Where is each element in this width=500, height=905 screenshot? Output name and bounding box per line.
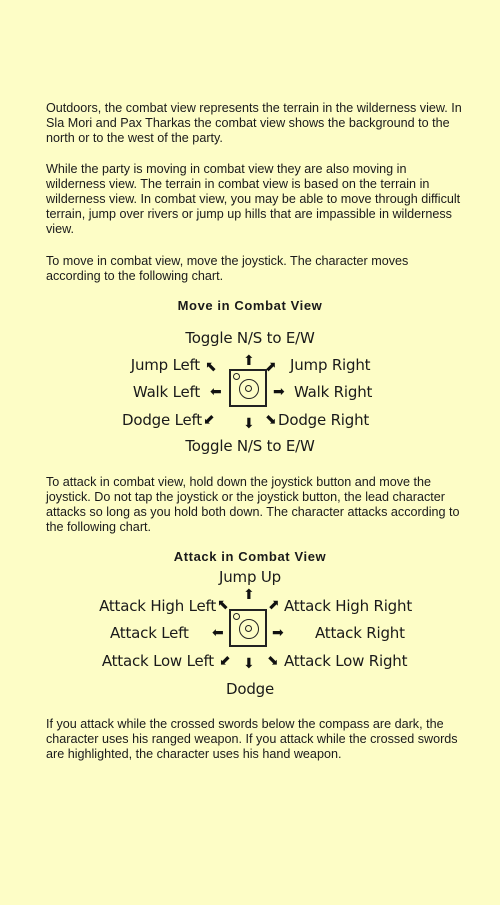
up-arrow-icon: ⬆: [243, 587, 255, 603]
move-chart-bottom-label: Toggle N/S to E/W: [185, 437, 315, 455]
paragraph-crossed-swords: If you attack while the crossed swords below the compass are dark, the character uses his ranged weapon. If you attack while the crossed swords are highlighted, the character uses his hand weapon.: [46, 717, 458, 761]
move-chart-up-right-label: Jump Right: [290, 356, 371, 374]
attack-chart-top-label: Jump Up: [219, 568, 281, 586]
down-left-arrow-icon: ⬋: [219, 653, 231, 669]
left-arrow-icon: ⬅: [210, 384, 222, 400]
down-left-arrow-icon: ⬋: [203, 412, 215, 428]
attack-chart-down-left-label: Attack Low Left: [101, 652, 214, 670]
move-chart-up-left-label: Jump Left: [130, 356, 200, 374]
down-arrow-icon: ⬇: [243, 416, 255, 432]
move-chart-right-label: Walk Right: [294, 383, 373, 401]
down-right-arrow-icon: ⬊: [265, 412, 277, 428]
joystick-icon: [229, 369, 267, 407]
right-arrow-icon: ➡: [273, 384, 285, 400]
up-left-arrow-icon: ⬉: [217, 597, 229, 613]
paragraph-party-moving: While the party is moving in combat view they are also moving in wilderness view. The terrain in combat view is based on the terrain in wilderness view. In combat view, you may be able to move through difficult terrain, jump over rivers or jump up hills that are impassible in wilderness view.: [46, 162, 461, 236]
right-arrow-icon: ➡: [272, 625, 284, 641]
move-chart-left-label: Walk Left: [132, 383, 200, 401]
attack-chart-down-right-label: Attack Low Right: [284, 652, 408, 670]
up-arrow-icon: ⬆: [243, 353, 255, 369]
paragraph-outdoors: Outdoors, the combat view represents the terrain in the wilderness view. In Sla Mori and Pax Tharkas the combat view shows the background to the north or to the west of the party.: [46, 101, 462, 145]
joystick-icon: [229, 609, 267, 647]
attack-chart-left-label: Attack Left: [110, 624, 189, 642]
attack-chart-title: Attack in Combat View: [173, 549, 327, 564]
move-chart-down-right-label: Dodge Right: [278, 411, 370, 429]
up-right-arrow-icon: ⬈: [268, 597, 280, 613]
attack-chart-up-left-label: Attack High Left: [99, 597, 216, 615]
move-chart-top-label: Toggle N/S to E/W: [185, 329, 315, 347]
down-right-arrow-icon: ⬊: [267, 653, 279, 669]
move-chart-title: Move in Combat View: [177, 298, 323, 313]
paragraph-attack-instructions: To attack in combat view, hold down the joystick button and move the joystick. Do not tap the joystick or the joystick button, the lead character attacks so long as you hold both down. The character attacks according to the following chart.: [46, 475, 460, 534]
attack-chart-up-right-label: Attack High Right: [284, 597, 412, 615]
up-right-arrow-icon: ⬈: [265, 359, 277, 375]
attack-chart-bottom-label: Dodge: [226, 680, 274, 698]
up-left-arrow-icon: ⬉: [205, 359, 217, 375]
attack-chart-right-label: Attack Right: [315, 624, 405, 642]
paragraph-move-instructions: To move in combat view, move the joystick. The character moves according to the following chart.: [46, 254, 409, 283]
move-chart-down-left-label: Dodge Left: [122, 411, 202, 429]
down-arrow-icon: ⬇: [243, 656, 255, 672]
left-arrow-icon: ⬅: [212, 625, 224, 641]
